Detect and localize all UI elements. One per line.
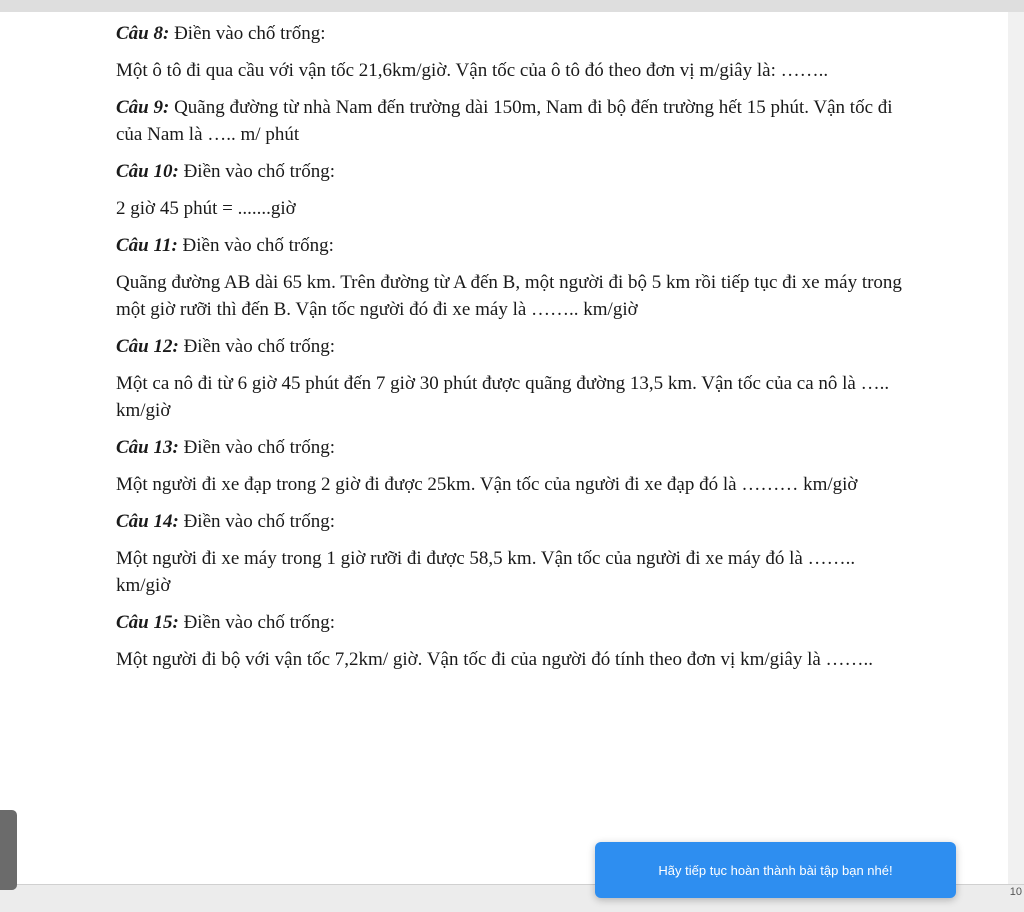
toast-message: Hãy tiếp tục hoàn thành bài tập bạn nhé! [658,862,893,878]
question-label: Câu 10: [116,161,179,182]
question-label: Câu 8: [116,23,170,44]
question-9-heading [116,94,906,148]
question-prompt: Điền vào chố trống: [178,612,336,633]
question-15-heading [116,609,906,636]
question-13-body: Một người đi xe đạp trong 2 giờ đi được 25km. Vận tốc của người đi xe đạp đó là ……… km/giờ [116,474,858,495]
question-14-heading [116,508,906,535]
document-page [0,12,1009,884]
question-13-heading [116,434,906,461]
question-label: Câu 12: [116,336,179,357]
question-prompt: Điền vào chố trống: [178,511,336,532]
question-label: Câu 11: [116,235,178,256]
question-11-heading [116,232,906,259]
page-number: 10 [1009,886,1022,898]
side-scroll-handle[interactable] [0,810,17,890]
question-label: Câu 13: [116,437,179,458]
question-label: Câu 9: [116,97,170,118]
question-prompt: Quãng đường từ nhà Nam đến trường dài 150m, Nam đi bộ đến trường hết 15 phút. Vận tốc đi của Nam là ….. m/ phút [116,97,893,145]
question-8-body: Một ô tô đi qua cầu với vận tốc 21,6km/giờ. Vận tốc của ô tô đó theo đơn vị m/giây là: …….. [116,60,829,81]
encouragement-toast[interactable] [595,842,956,898]
document-content [116,20,906,683]
question-15-body: Một người đi bộ với vận tốc 7,2km/ giờ. Vận tốc đi của người đó tính theo đơn vị km/giây là …….. [116,649,874,670]
question-12-heading [116,333,906,360]
question-prompt: Điền vào chố trống: [169,23,326,44]
question-14-body: Một người đi xe máy trong 1 giờ rưỡi đi được 58,5 km. Vận tốc của người đi xe máy đó là …….. km/giờ [116,548,856,596]
question-prompt: Điền vào chố trống: [178,336,336,357]
question-10-body: 2 giờ 45 phút = .......giờ [116,198,296,219]
question-label: Câu 15: [116,612,179,633]
question-prompt: Điền vào chố trống: [178,161,336,182]
question-prompt: Điền vào chố trống: [178,437,336,458]
question-11-body: Quãng đường AB dài 65 km. Trên đường từ A đến B, một người đi bộ 5 km rồi tiếp tục đi xe máy trong một giờ rưỡi thì đến B. Vận tốc người đó đi xe máy là …….. km/giờ [116,272,902,320]
question-12-body: Một ca nô đi từ 6 giờ 45 phút đến 7 giờ 30 phút được quãng đường 13,5 km. Vận tốc của ca nô là ….. km/giờ [116,373,890,421]
question-label: Câu 14: [116,511,179,532]
vertical-scrollbar[interactable] [1008,12,1024,884]
question-10-heading [116,158,906,185]
question-8-heading [116,20,906,47]
question-prompt: Điền vào chố trống: [177,235,334,256]
